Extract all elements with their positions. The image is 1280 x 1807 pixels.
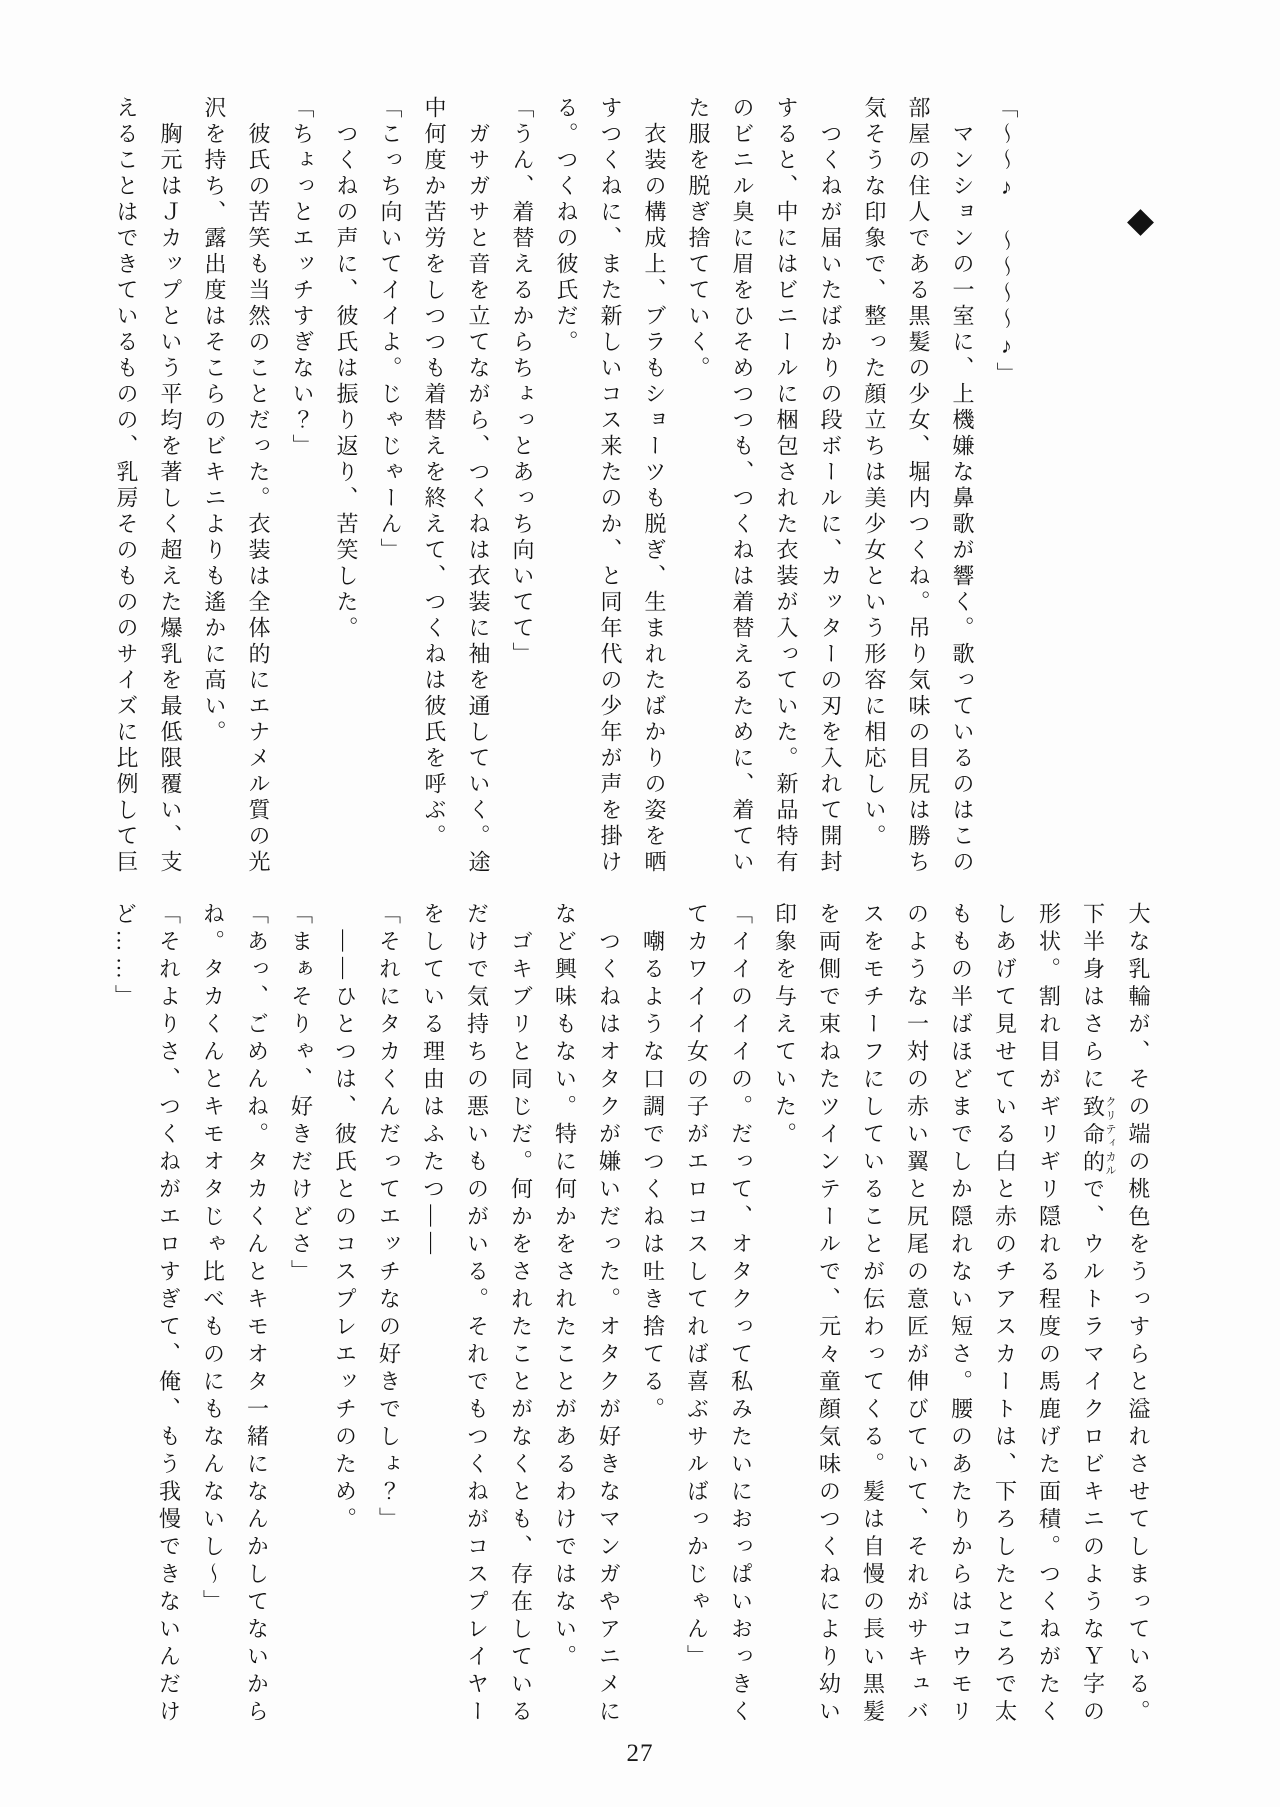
text-column: ど……」 xyxy=(112,902,138,1012)
text-column: 衣装の構成上、ブラもショーツも脱ぎ、生まれたばかりの姿を晒 xyxy=(642,96,667,876)
text-tier-bottom xyxy=(103,902,1161,1746)
text-column: 嘲るような口調でつくねは吐き捨てる。 xyxy=(640,902,666,1425)
text-column: 「まぁそりゃ、好きだけどさ」 xyxy=(288,902,314,1287)
text-column: つくねが届いたばかりの段ボールに、カッターの刃を入れて開封 xyxy=(818,96,843,876)
text-column: 「それよりさ、つくねがエロすぎて、俺、もう我慢できないんだけ xyxy=(156,902,182,1727)
text-column: をしている理由はふたつ—— xyxy=(420,902,446,1260)
text-column: 「うん、着替えるからちょっとあっち向いてて」 xyxy=(510,96,535,668)
text-column: 下半身はさらに致命的クリティカルで、ウルトラマイクロビキニのようなＹ字の xyxy=(1080,902,1116,1727)
text-column: ——ひとつは、彼氏とのコスプレエッチのため。 xyxy=(332,902,358,1535)
text-column: マンションの一室に、上機嫌な鼻歌が響く。歌っているのはこの xyxy=(950,96,975,876)
text-column: つくねはオタクが嫌いだった。オタクが好きなマンガやアニメに xyxy=(596,902,622,1727)
text-column: る。つくねの彼氏だ。 xyxy=(554,96,579,356)
furigana-annotated-word: 致命的クリティカル xyxy=(1080,1094,1116,1177)
text-column: だけで気持ちの悪いものがいる。それでもつくねがコスプレイヤー xyxy=(464,902,490,1727)
text-column: ゴキブリと同じだ。何かをされたことがなくとも、存在している xyxy=(508,902,534,1727)
text-column: 「ちょっとエッチすぎない？」 xyxy=(290,96,315,460)
text-column: 「それにタカくんだってエッチなの好きでしょ？」 xyxy=(376,902,402,1535)
text-column: てカワイイ女の子がエロコスしてれば喜ぶサルばっかじゃん」 xyxy=(684,902,710,1672)
text-column: 彼氏の苦笑も当然のことだった。衣装は全体的にエナメル質の光 xyxy=(246,96,271,876)
text-tier-top xyxy=(104,96,1028,888)
text-column: 「イイのイイの。だって、オタクって私みたいにおっぱいおっきく xyxy=(728,902,754,1727)
text-column: 大な乳輪が、その端の桃色をうっすらと溢れさせてしまっている。 xyxy=(1126,902,1151,1727)
text-column: えることはできているものの、乳房そのもののサイズに比例して巨 xyxy=(114,96,139,876)
text-column: のビニル臭に眉をひそめつつも、つくねは着替えるために、着てい xyxy=(730,96,755,876)
text-column: 「〜〜♪ 〜〜〜〜♪」 xyxy=(994,96,1019,388)
text-column: 「こっち向いてイイよ。じゃじゃーん」 xyxy=(378,96,403,564)
section-diamond-icon xyxy=(1127,209,1154,236)
text-column: スをモチーフにしていることが伝わってくる。髪は自慢の長い黒髪 xyxy=(860,902,886,1727)
text-column: など興味もない。特に何かをされたことがあるわけではない。 xyxy=(552,902,578,1672)
text-column: すると、中にはビニールに梱包された衣装が入っていた。新品特有 xyxy=(774,96,799,876)
text-column: のような一対の赤い翼と尻尾の意匠が伸びていて、それがサキュバ xyxy=(904,902,930,1727)
text-column: 中何度か苦労をしつつも着替えを終えて、つくねは彼氏を呼ぶ。 xyxy=(422,96,447,850)
text-column: 沢を持ち、露出度はそこらのビキニよりも遙かに高い。 xyxy=(202,96,227,746)
text-column: 部屋の住人である黒髪の少女、堀内つくね。吊り気味の目尻は勝ち xyxy=(906,96,931,876)
text-column: ね。タカくんとキモオタじゃ比べものにもなんないし〜」 xyxy=(200,902,226,1617)
text-column: 気そうな印象で、整った顔立ちは美少女という形容に相応しい。 xyxy=(862,96,887,850)
text-column: すつくねに、また新しいコス来たのか、と同年代の少年が声を掛け xyxy=(598,96,623,876)
page-number: 27 xyxy=(626,1740,654,1767)
text-column: を両側で束ねたツインテールで、元々童顔気味のつくねにより幼い xyxy=(816,902,842,1727)
text-column: た服を脱ぎ捨てていく。 xyxy=(686,96,711,382)
text-column: 「あっ、ごめんね。タカくんとキモオタ一緒になんかしてないから xyxy=(244,902,270,1727)
text-column: つくねの声に、彼氏は振り返り、苦笑した。 xyxy=(334,96,359,642)
text-column: 形状。割れ目がギリギリ隠れる程度の馬鹿げた面積。つくねがたく xyxy=(1036,902,1062,1727)
text-column: ももの半ばほどまでしか隠れない短さ。腰のあたりからはコウモリ xyxy=(948,902,974,1727)
text-column: 胸元はＪカップという平均を著しく超えた爆乳を最低限覆い、支 xyxy=(158,96,183,876)
text-column: しあげて見せている白と赤のチアスカートは、下ろしたところで太 xyxy=(992,902,1018,1727)
text-column: 印象を与えていた。 xyxy=(772,902,798,1150)
text-column: ガサガサと音を立てながら、つくねは衣装に袖を通していく。途 xyxy=(466,96,491,876)
